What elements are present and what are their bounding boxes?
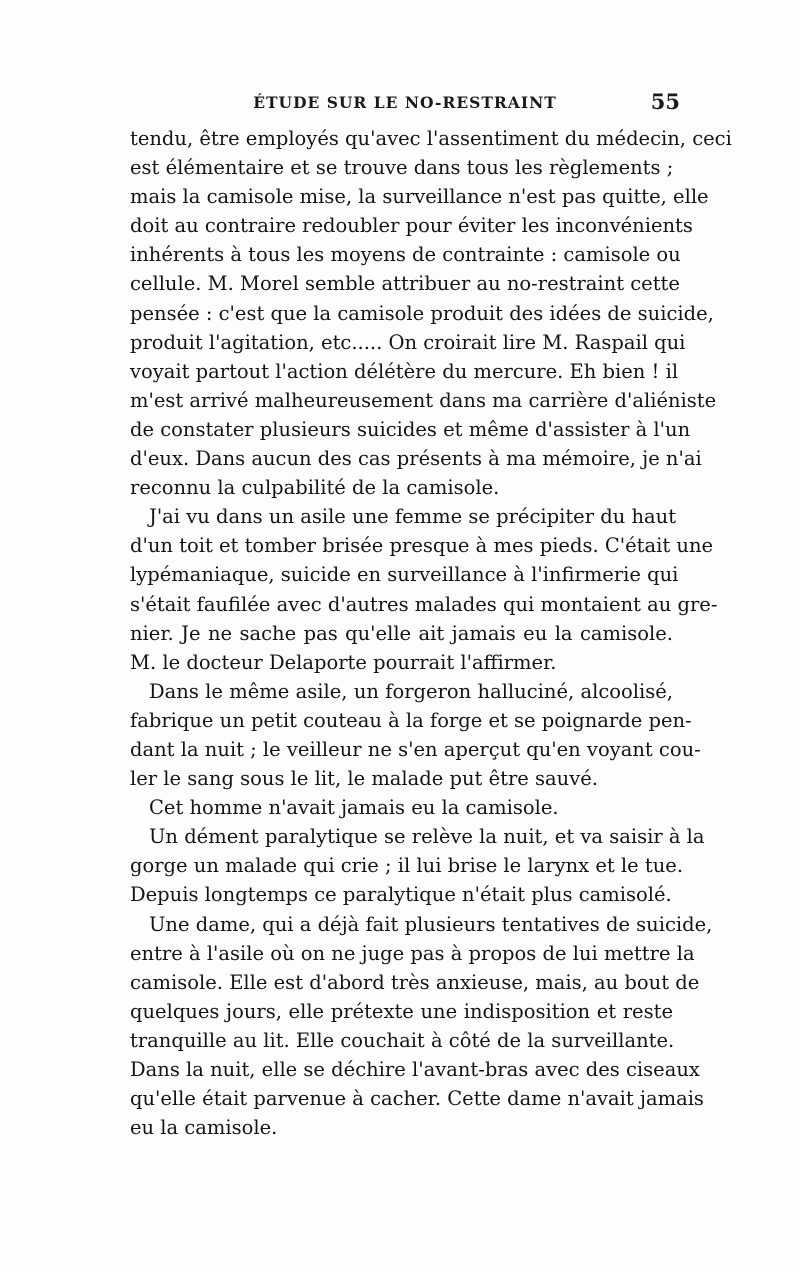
text-line: qu'elle était parvenue à cacher. Cette dame n'avait jamais: [130, 1087, 704, 1111]
text-line: Une dame, qui a déjà fait plusieurs tentatives de suicide,: [149, 912, 713, 936]
text-line: nier. Je ne sache pas qu'elle ait jamais eu la camisole.: [130, 621, 673, 645]
text-line: d'un toit et tomber brisée presque à mes pieds. C'était une: [130, 534, 714, 558]
text-line: lypémaniaque, suicide en surveillance à l'infirmerie qui: [130, 563, 679, 587]
text-line: doit au contraire redoubler pour éviter les inconvénients: [130, 214, 693, 238]
text-line: Dans la nuit, elle se déchire l'avant-bras avec des ciseaux: [130, 1058, 700, 1081]
text-line: eu la camisole.: [130, 1116, 278, 1140]
body-text: [130, 124, 732, 1142]
text-line: cellule. M. Morel semble attribuer au no-restraint cette: [130, 272, 680, 296]
text-line: Cet homme n'avait jamais eu la camisole.: [149, 796, 559, 820]
running-head: [130, 89, 680, 117]
text-line: m'est arrivé malheureusement dans ma carrière d'aliéniste: [130, 388, 717, 412]
text-line: d'eux. Dans aucun des cas présents à ma mémoire, je n'ai: [130, 447, 702, 471]
text-line: tranquille au lit. Elle couchait à côté de la surveillante.: [130, 1028, 675, 1052]
text-line: ler le sang sous le lit, le malade put être sauvé.: [130, 767, 598, 791]
paragraph: [130, 793, 673, 822]
text-line: tendu, être employés qu'avec l'assentiment du médecin, ceci: [130, 127, 732, 150]
page-number: 55: [650, 89, 680, 114]
paragraph: [130, 124, 732, 502]
text-line: mais la camisole mise, la surveillance n'est pas quitte, elle: [130, 185, 709, 209]
text-line: gorge un malade qui crie ; il lui brise le larynx et le tue.: [130, 854, 684, 878]
text-line: s'était faufilée avec d'autres malades qui montaient au gre-: [130, 592, 718, 616]
text-line: Depuis longtemps ce paralytique n'était plus camisolé.: [130, 883, 672, 907]
text-line: Un dément paralytique se relève la nuit, et va saisir à la: [149, 825, 705, 849]
text-line: camisole. Elle est d'abord très anxieuse, mais, au bout de: [130, 970, 700, 994]
paragraph: [130, 677, 701, 793]
text-line: dant la nuit ; le veilleur ne s'en aperçut qu'en voyant cou-: [130, 737, 701, 761]
paragraph: [130, 910, 713, 1143]
paragraph: [130, 822, 705, 909]
text-line: quelques jours, elle prétexte une indisposition et reste: [130, 999, 673, 1023]
text-line: voyait partout l'action délétère du mercure. Eh bien ! il: [130, 359, 679, 383]
paragraph: [130, 502, 718, 677]
text-line: reconnu la culpabilité de la camisole.: [130, 476, 500, 500]
text-line: pensée : c'est que la camisole produit des idées de suicide,: [130, 301, 714, 325]
text-line: fabrique un petit couteau à la forge et se poignarde pen-: [130, 708, 692, 732]
running-title: ÉTUDE SUR LE NO-RESTRAINT: [253, 93, 557, 112]
text-line: Dans le même asile, un forgeron halluciné, alcoolisé,: [149, 679, 673, 703]
text-line: produit l'agitation, etc..... On croirait lire M. Raspail qui: [130, 330, 686, 354]
text-line: de constater plusieurs suicides et même d'assister à l'un: [130, 417, 691, 441]
text-line: M. le docteur Delaporte pourrait l'affirmer.: [130, 650, 557, 674]
text-line: est élémentaire et se trouve dans tous les règlements ;: [130, 156, 674, 180]
text-line: J'ai vu dans un asile une femme se précipiter du haut: [149, 505, 677, 529]
text-line: entre à l'asile où on ne juge pas à propos de lui mettre la: [130, 941, 695, 965]
text-line: inhérents à tous les moyens de contrainte : camisole ou: [130, 243, 681, 267]
